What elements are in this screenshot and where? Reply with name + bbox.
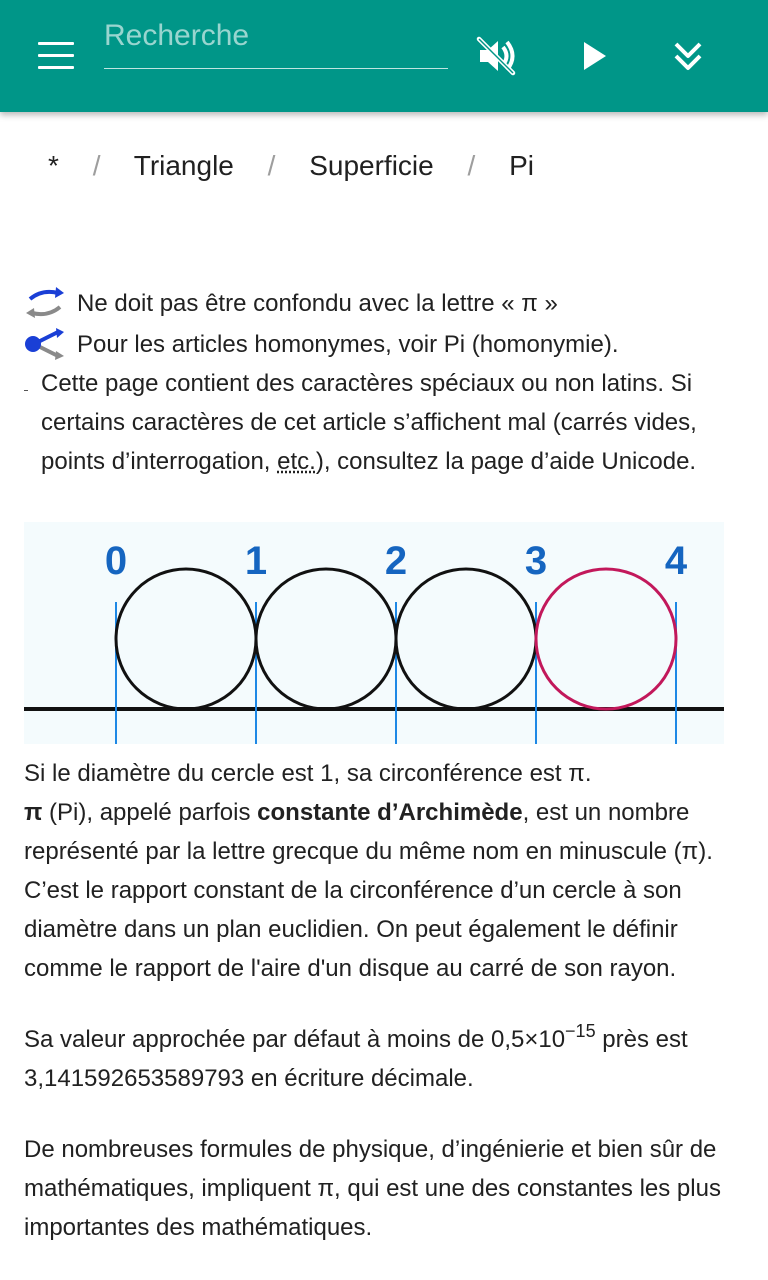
- breadcrumb-separator: /: [467, 150, 476, 181]
- search-input[interactable]: [104, 16, 448, 56]
- breadcrumb: [48, 150, 534, 190]
- notice-text-after: ), consultez la page d’aide Unicode.: [315, 448, 697, 475]
- formulas-paragraph: De nombreuses formules de physique, d’ingénierie et bien sûr de mathématiques, impliquent π, qui est une des constantes les plus importantes des mathématiques.: [24, 1136, 721, 1241]
- article-content: [24, 754, 744, 1247]
- figure-caption: Si le diamètre du cercle est 1, sa circonférence est π.: [24, 760, 592, 787]
- breadcrumb-item-pi[interactable]: Pi: [509, 150, 534, 181]
- hatnote-text: Pour les articles homonymes, voir Pi (homonymie).: [77, 331, 619, 358]
- play-icon[interactable]: [566, 28, 622, 84]
- tick-label-0: 0: [104, 539, 128, 583]
- breadcrumb-item-triangle[interactable]: Triangle: [133, 150, 234, 181]
- intro-text: , est un nombre représenté par la lettre grecque du même nom en minuscule (π). C’est le rapport constant de la circonférence d’un cercle à son diamètre dans un plan euclidien. On peut également le définir comme le rapport de l'aire d'un disque au carré de son rayon.: [24, 799, 713, 982]
- double-chevron-down-icon[interactable]: [660, 28, 716, 84]
- menu-icon[interactable]: [38, 42, 74, 70]
- value-text: près est 3,141592653589793 en écriture décimale.: [24, 1026, 688, 1092]
- breadcrumb-item-root[interactable]: *: [48, 150, 59, 181]
- breadcrumb-separator: /: [267, 150, 276, 181]
- hatnote-text: Ne doit pas être confondu avec la lettre « π »: [77, 290, 558, 317]
- intro-paragraph: [24, 793, 744, 988]
- redirect-arrows-icon: [24, 287, 66, 319]
- tick-label-3: 3: [524, 539, 548, 583]
- tick-label-2: 2: [384, 539, 408, 583]
- pi-symbol: π: [24, 799, 43, 826]
- etc-abbreviation[interactable]: etc.: [277, 448, 316, 475]
- breadcrumb-separator: /: [92, 150, 101, 181]
- unicode-notice: [41, 364, 741, 481]
- mute-icon[interactable]: [468, 28, 524, 84]
- tick-label-4: 4: [664, 539, 688, 583]
- notice-marker: [24, 390, 28, 391]
- tick-label-1: 1: [244, 539, 268, 583]
- search-field: [104, 10, 448, 69]
- notice-text-before: Cette page contient des caractères spéciaux ou non latins. Si certains caractères de cet article s’affichent mal (carrés vides, points d’interrogation,: [41, 370, 697, 475]
- breadcrumb-item-superficie[interactable]: Superficie: [309, 150, 434, 181]
- value-paragraph: [24, 1020, 744, 1098]
- app-bar: [0, 0, 768, 112]
- exponent: −15: [565, 1021, 596, 1041]
- archimedes-constant: constante d’Archimède: [257, 799, 523, 826]
- intro-text: (Pi), appelé parfois: [42, 799, 258, 826]
- pi-rolling-circles-figure[interactable]: [24, 522, 724, 744]
- disambiguation-icon: [24, 328, 66, 360]
- value-text: Sa valeur approchée par défaut à moins de 0,5×10: [24, 1026, 566, 1053]
